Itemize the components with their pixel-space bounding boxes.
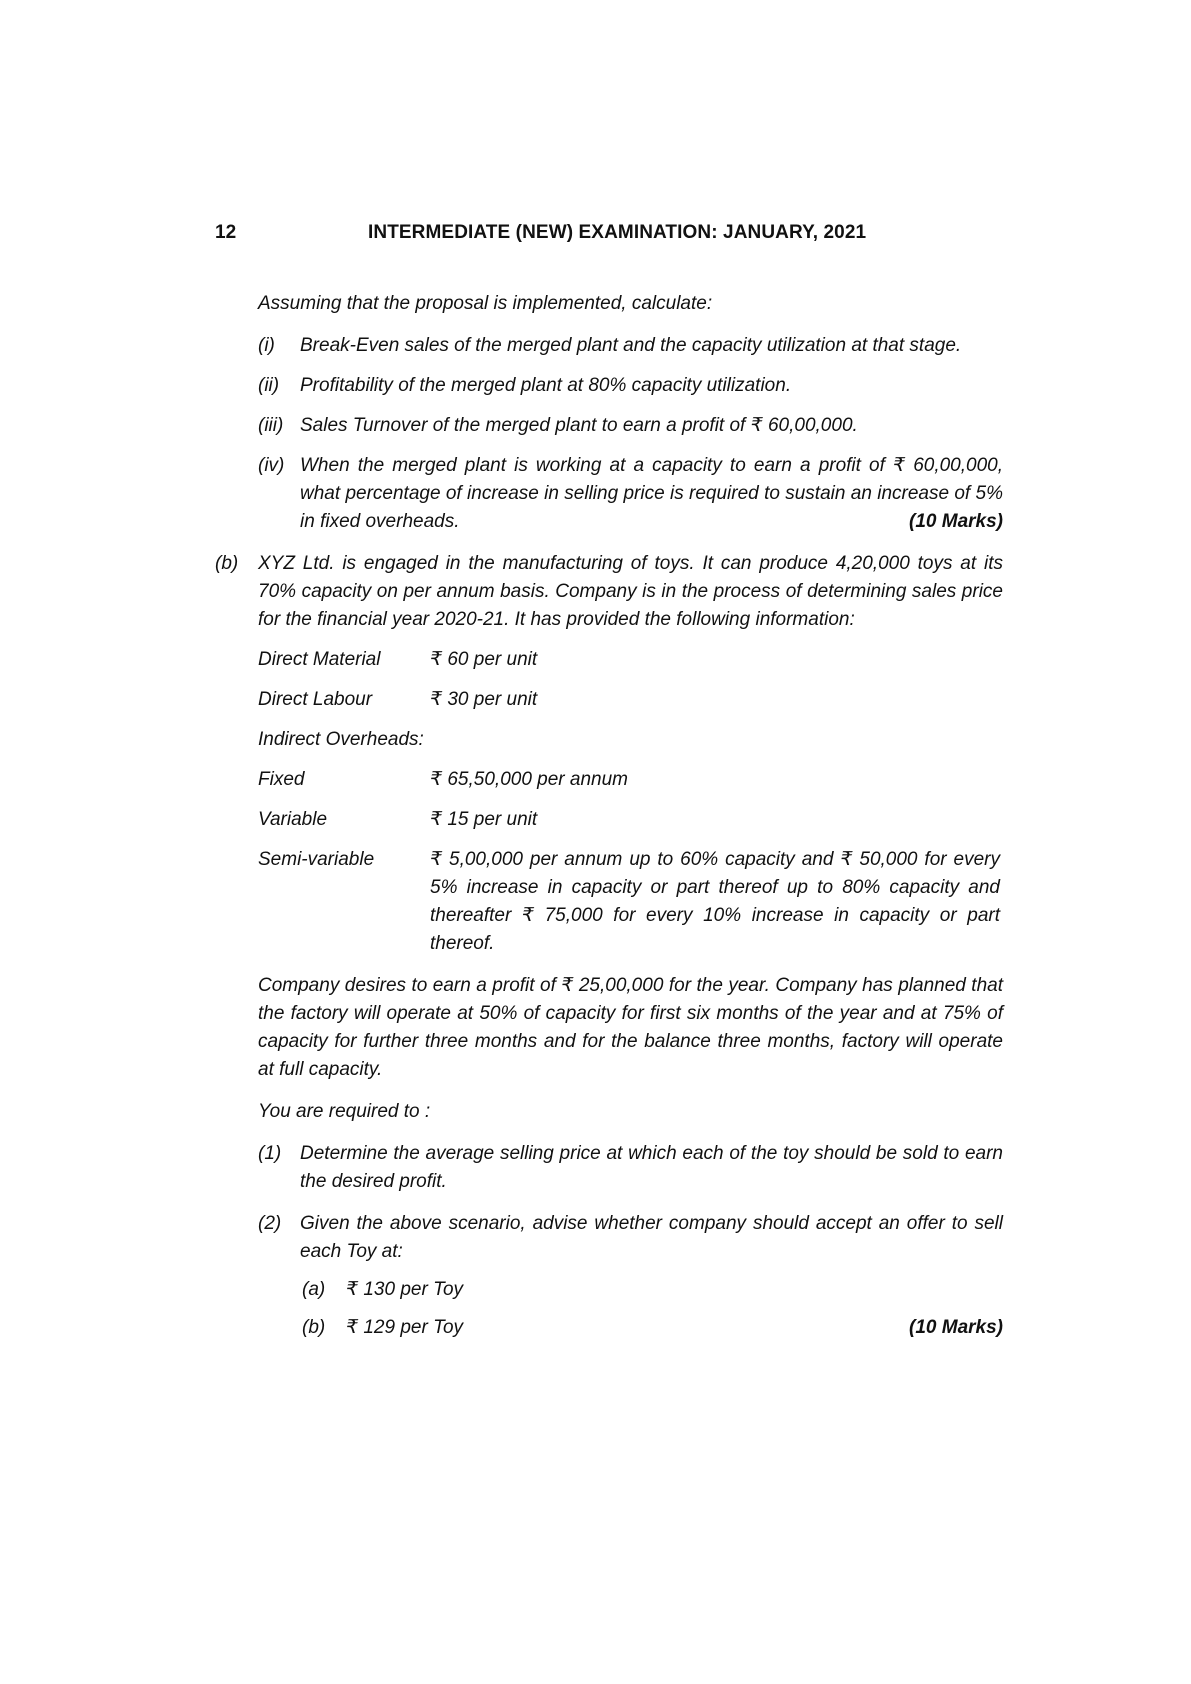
option-label: (a)	[302, 1279, 326, 1300]
cost-label: Direct Material	[258, 649, 381, 670]
question-content	[0, 290, 1191, 1342]
offer-option	[302, 1276, 1003, 1304]
task-label: (1)	[258, 1143, 282, 1164]
task-label: (2)	[258, 1213, 282, 1234]
task-item	[258, 1140, 1003, 1196]
cost-row	[258, 686, 1003, 714]
part-b-label: (b)	[215, 553, 239, 574]
item-label: (ii)	[258, 375, 280, 396]
option-text: ₹ 130 per Toy	[346, 1279, 464, 1300]
part-b-intro-text: XYZ Ltd. is engaged in the manufacturing of toys. It can produce 4,20,000 toys at its 70% capacity on per annum basis. Company is in the process of determining sales price for the financial year 2020-21. It has provided the following information:	[258, 553, 1003, 630]
profit-paragraph: Company desires to earn a profit of ₹ 25,00,000 for the year. Company has planned that the factory will operate at 50% of capacity for first six months of the year and at 75% of capacity for further three months and for the balance three months, factory will operate at full capacity.	[258, 975, 1003, 1080]
cost-label: Fixed	[258, 769, 305, 790]
cost-value: ₹ 30 per unit	[430, 689, 538, 710]
item-label: (iv)	[258, 455, 285, 476]
page-header-title: INTERMEDIATE (NEW) EXAMINATION: JANUARY, 2021	[368, 222, 867, 243]
cost-row	[258, 846, 1003, 958]
cost-label: Variable	[258, 809, 328, 830]
required-heading: You are required to :	[258, 1101, 431, 1122]
item-text: Profitability of the merged plant at 80% capacity utilization.	[300, 375, 792, 396]
item-text: When the merged plant is working at a capacity to earn a profit of ₹ 60,00,000, what percentage of increase in selling price is required to sustain an increase of 5% in fixed overheads.	[300, 455, 1003, 532]
task-item	[258, 1210, 1003, 1266]
task-text: Determine the average selling price at which each of the toy should be sold to earn the desired profit.	[300, 1143, 1003, 1192]
cost-row	[258, 766, 1003, 794]
part-a-item	[258, 412, 1003, 440]
cost-value: ₹ 15 per unit	[430, 809, 538, 830]
part-a-item	[258, 372, 1003, 400]
cost-value: ₹ 5,00,000 per annum up to 60% capacity and ₹ 50,000 for every 5% increase in capacity or part thereof up to 80% capacity and thereafter ₹ 75,000 for every 10% increase in capacity or part thereof.	[430, 849, 1000, 954]
cost-label: Direct Labour	[258, 689, 373, 710]
part-a-marks: (10 Marks)	[909, 511, 1003, 532]
item-label: (i)	[258, 335, 275, 356]
task-text: Given the above scenario, advise whether company should accept an offer to sell each Toy at:	[300, 1213, 1003, 1262]
cost-value: ₹ 60 per unit	[430, 649, 538, 670]
cost-label: Indirect Overheads:	[258, 729, 424, 750]
cost-value: ₹ 65,50,000 per annum	[430, 769, 629, 790]
cost-label: Semi-variable	[258, 849, 375, 870]
part-a-intro: Assuming that the proposal is implemented, calculate:	[258, 293, 713, 314]
item-text: Sales Turnover of the merged plant to earn a profit of ₹ 60,00,000.	[300, 415, 858, 436]
option-text: ₹ 129 per Toy	[346, 1317, 464, 1338]
option-label: (b)	[302, 1317, 326, 1338]
cost-row	[258, 806, 1003, 834]
item-label: (iii)	[258, 415, 284, 436]
offer-option	[302, 1314, 1003, 1342]
part-a-item	[258, 452, 1003, 536]
cost-row	[258, 726, 1003, 754]
part-b-marks: (10 Marks)	[909, 1317, 1003, 1338]
item-text: Break-Even sales of the merged plant and the capacity utilization at that stage.	[300, 335, 962, 356]
part-a-item	[258, 332, 1003, 360]
part-b-intro	[215, 550, 1003, 634]
cost-row	[258, 646, 1003, 674]
page-number: 12	[215, 222, 237, 243]
